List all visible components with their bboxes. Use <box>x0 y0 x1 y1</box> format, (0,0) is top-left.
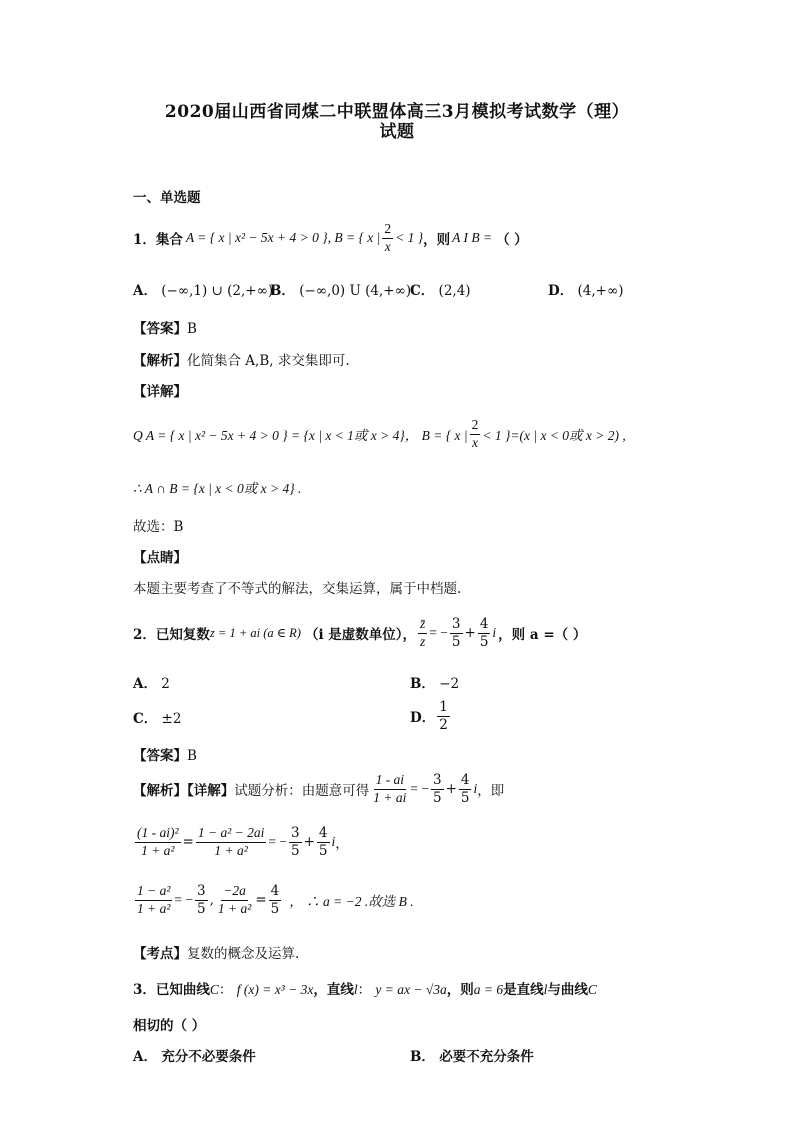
fraction-numerator: 1 <box>439 699 448 716</box>
question-2-label: 2．已知复数 <box>133 627 210 643</box>
kaodian-tag: 【考点】 <box>133 946 187 962</box>
answer-tag: 【答案】 <box>133 748 187 764</box>
curve-symbol: C <box>209 982 219 997</box>
option-text: 充分不必要条件 <box>161 1049 256 1065</box>
fraction-numerator: 3 <box>451 616 461 633</box>
option-text: (4,+∞) <box>577 283 624 299</box>
equals-minus: = − <box>268 834 287 849</box>
fraction-three-fifths <box>450 617 463 648</box>
answer-value: B <box>187 748 197 764</box>
question-2-option-b <box>410 672 459 692</box>
fraction-numerator: 3 <box>197 883 206 900</box>
option-text: (−∞,0) U (4,+∞) <box>299 283 412 299</box>
question-1-detail-tag: 【详解】 <box>133 384 187 400</box>
question-2-expression: z = 1 + ai (a ∈ R) <box>209 626 301 640</box>
fraction-numerator: 4 <box>270 883 280 900</box>
analysis-tag: 【解析】【详解】 <box>133 783 235 799</box>
fraction-denominator: x <box>472 434 479 450</box>
analysis-tail: ，即 <box>477 783 505 799</box>
fraction-denominator: 1 + a² <box>137 900 171 916</box>
fraction-denominator: 5 <box>460 789 470 806</box>
question-1-option-a <box>133 279 273 299</box>
answer-value: B <box>187 321 197 337</box>
derivation-fraction-2 <box>196 826 267 857</box>
question-1-set-b-prefix: , B = { x | <box>327 230 381 245</box>
question-1-analysis <box>133 349 350 369</box>
fraction-four-fifths <box>459 773 472 804</box>
fraction-numerator: (1 - ai)² <box>135 826 181 842</box>
imaginary-unit: i <box>473 781 478 796</box>
equals-minus: = − <box>174 892 194 907</box>
detail-expression: Q A = { x | x² − 5x + 4 > 0 } = {x | x < 1或 x > 4} <box>133 428 405 443</box>
fraction-denominator: 5 <box>197 900 206 917</box>
fraction-three-fifths <box>289 826 302 857</box>
question-2-derivation-line-1: $\frac{\text{(1 - ai)²}}{\text{1 + a²}}$ = $\frac{\text{1 − a² − 2ai}}{\text{1 + a²}}$ = − $\frac{3}{5}$ + $\frac{4}{5}$ i ， <box>137 825 349 859</box>
question-1-option-d <box>548 279 624 299</box>
analysis-text: 化简集合 A,B, 求交集即可. <box>187 353 350 369</box>
condition: a = 6 <box>473 982 504 997</box>
fraction-four-fifths <box>317 826 330 857</box>
question-2-derivation-line-2: $\frac{\text{1 − a²}}{\text{1 + a²}}$ = − $\frac{3}{5}$ , $\frac{-2a}{\text{1 + a²}}$ = $\frac{4}{5}$ ， ∴ a = −2 .故选 B . <box>137 883 414 917</box>
question-2-option-a <box>133 672 170 692</box>
question-2-option-c <box>133 707 181 727</box>
answer-tag: 【答案】 <box>133 321 187 337</box>
question-2-answer <box>133 744 197 764</box>
fraction-denominator: 5 <box>479 633 489 650</box>
option-text: (−∞,1) ∪ (2,+∞) <box>161 283 274 299</box>
fraction-three-fifths <box>431 773 444 804</box>
question-1-set-a: A = { x | x² − 5x + 4 > 0 } <box>185 230 328 245</box>
fraction-three-fifths <box>195 884 208 915</box>
fraction-numerator: 4 <box>460 772 470 789</box>
fraction-denominator: 1 + a² <box>141 842 175 858</box>
fraction-numerator: 1 − a² <box>135 884 172 900</box>
fraction-numerator: 2 <box>470 418 481 434</box>
question-1-choice: 故选：B <box>133 519 184 535</box>
question-1-blank: （ ） <box>496 232 528 248</box>
question-2 <box>133 613 586 653</box>
question-1-set-b-suffix: < 1 } <box>395 230 424 245</box>
equals-minus: = − <box>410 781 429 796</box>
option-label: B． <box>410 1049 435 1065</box>
fraction-denominator: 5 <box>451 633 461 650</box>
question-2-zbar-over-z <box>418 617 427 648</box>
question-1-tail: ，则 <box>423 232 451 248</box>
question-1-detail-line-1 <box>133 418 626 450</box>
colon: ： <box>218 982 233 998</box>
option-text: 必要不充分条件 <box>439 1049 534 1065</box>
option-label: D． <box>548 283 574 299</box>
option-label: B． <box>410 676 435 692</box>
line-label: ，直线 <box>313 982 354 998</box>
option-label: C． <box>133 711 158 727</box>
question-3-label: 3．已知曲线 <box>133 982 210 998</box>
option-text: (2,4) <box>438 283 471 299</box>
kaodian-text: 复数的概念及运算. <box>187 946 300 962</box>
plus-sign: + <box>303 834 315 850</box>
section-heading: 一、单选题 <box>133 190 201 206</box>
fraction-four-fifths <box>269 884 282 915</box>
option-label: A． <box>133 283 157 299</box>
is-line: 是直线 <box>503 982 544 998</box>
derivation-tail: ， <box>335 836 349 852</box>
equals-minus: = − <box>429 625 448 640</box>
detail-fraction <box>470 418 481 449</box>
option-text: −2 <box>439 676 460 692</box>
question-1 <box>133 222 528 254</box>
derivation-fraction-3 <box>135 884 172 915</box>
question-1-option-c <box>410 279 471 299</box>
question-2-tail: ，则 a =（ ） <box>498 627 587 643</box>
curve-symbol: C <box>587 982 597 997</box>
line-symbol: l <box>543 982 548 997</box>
question-1-tail-expr: A I B = <box>452 230 493 245</box>
fraction-denominator: 5 <box>432 789 442 806</box>
fraction-denominator: 2 <box>439 716 448 733</box>
fraction-numerator: 2 <box>382 222 393 238</box>
fraction-numerator: 3 <box>291 825 300 842</box>
question-3-option-a <box>133 1045 256 1065</box>
then-word: ，则 <box>446 982 474 998</box>
question-1-label: 1．集合 <box>133 232 183 248</box>
question-2-analysis <box>133 770 504 808</box>
document-title-line2: 试题 <box>379 122 415 142</box>
option-label: B． <box>270 283 295 299</box>
question-2-option-d <box>410 697 452 735</box>
fraction-numerator: 1 - ai <box>374 773 407 789</box>
option-fraction <box>437 700 450 731</box>
plus-sign: + <box>464 625 476 641</box>
fraction-denominator: 1 + ai <box>373 789 407 805</box>
fraction-numerator: 3 <box>432 772 442 789</box>
imaginary-unit: i <box>492 625 497 640</box>
derivation-fraction-1 <box>135 826 181 857</box>
fraction-numerator: 1 − a² − 2ai <box>196 826 267 842</box>
option-text: 2 <box>161 676 170 692</box>
question-3-option-b <box>410 1045 534 1065</box>
question-1-fraction <box>382 222 393 253</box>
fraction-denominator: 1 + a² <box>214 842 248 858</box>
analysis-fraction <box>371 773 408 804</box>
detail-set-b-prefix: ， B = { x | <box>404 428 468 443</box>
line-equation: y = ax − √3a <box>375 982 447 997</box>
analysis-tag: 【解析】 <box>133 353 187 369</box>
fraction-numerator: 4 <box>318 825 328 842</box>
detail-set-b-suffix: < 1 }=(x | x < 0或 x > 2) , <box>482 428 626 443</box>
option-label: A． <box>133 1049 157 1065</box>
fraction-numerator: 4 <box>479 616 489 633</box>
fraction-denominator: 5 <box>318 842 328 859</box>
question-1-option-b <box>270 279 411 299</box>
fraction-numerator: −2a <box>221 884 248 900</box>
fraction-denominator: 5 <box>291 842 300 859</box>
imaginary-unit: i <box>331 834 336 849</box>
option-text: ±2 <box>161 711 182 727</box>
plus-sign: + <box>445 781 457 797</box>
colon: ： <box>357 982 372 998</box>
fraction-numerator: z̄ <box>418 617 427 633</box>
question-1-point-tag: 【点睛】 <box>133 550 187 566</box>
question-3 <box>133 978 597 998</box>
document-title: 2020届山西省同煤二中联盟体高三3月模拟考试数学（理） <box>164 102 630 122</box>
question-3-tail: 相切的（ ） <box>133 1018 206 1034</box>
question-1-point: 本题主要考查了不等式的解法，交集运算，属于中档题. <box>133 581 462 597</box>
question-1-detail-line-2: ∴ A ∩ B = {x | x < 0或 x > 4} . <box>133 481 302 496</box>
fraction-denominator: 5 <box>270 900 280 917</box>
fraction-four-fifths <box>478 617 491 648</box>
fraction-denominator: z <box>420 633 426 649</box>
derivation-fraction-4 <box>216 884 253 915</box>
derivation-conclusion: ， ∴ a = −2 .故选 B . <box>289 894 414 909</box>
option-label: C． <box>410 283 435 299</box>
line-symbol: l <box>353 982 358 997</box>
option-label: A． <box>133 676 157 692</box>
question-1-answer <box>133 317 197 337</box>
question-2-kaodian <box>133 942 299 962</box>
function-expression: f (x) = x³ − 3x <box>236 982 314 997</box>
question-2-note: （i 是虚数单位）， <box>304 627 417 643</box>
analysis-text: 试题分析：由题意可得 <box>234 783 370 799</box>
fraction-denominator: x <box>384 238 391 254</box>
fraction-denominator: 1 + a² <box>217 900 252 916</box>
option-label: D． <box>410 710 436 726</box>
with-curve: 与曲线 <box>547 982 588 998</box>
